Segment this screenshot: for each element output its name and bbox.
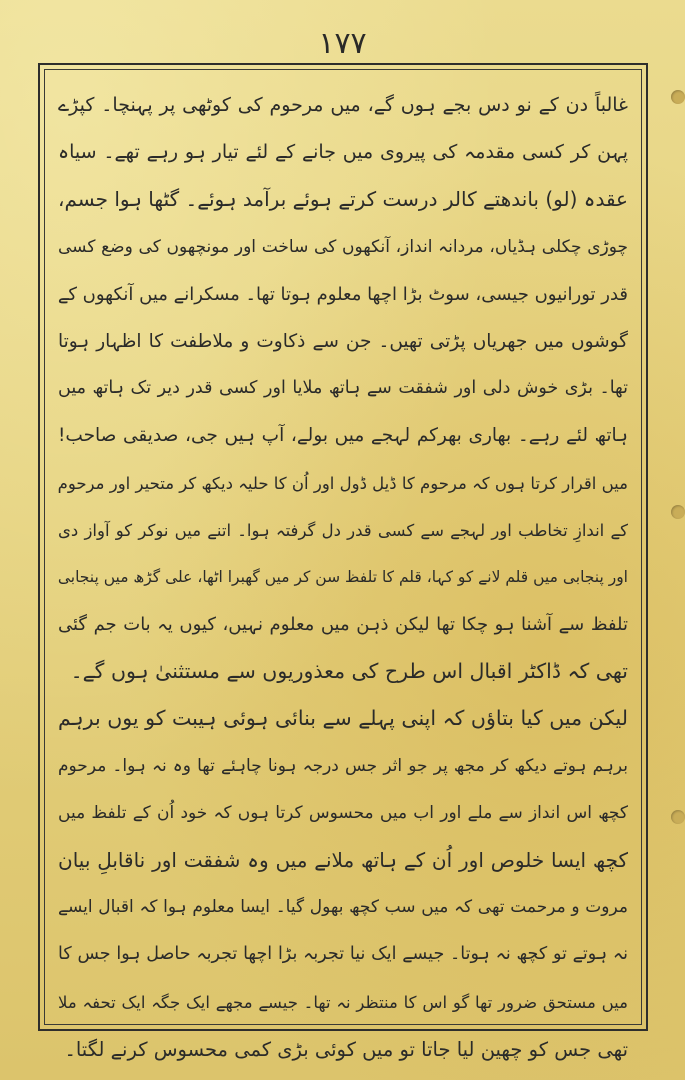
text-line: اور پنجابی میں قلم لانے کو کہا، قلم کا تلفظ سن کر میں گھبرا اٹھا، علی گڑھ میں پنجابی [58, 567, 628, 586]
text-line: چوڑی چکلی ہڈیاں، مردانہ انداز، آنکھوں کی ساخت اور مونچھوں کی وضع کسی [58, 236, 628, 257]
binding-hole-mark [671, 90, 685, 104]
text-line: میں مستحق ضرور تھا گو اس کا منتظر نہ تھا۔ جیسے مجھے ایک جگہ ایک تحفہ ملا [58, 992, 628, 1012]
binding-hole-mark [671, 810, 685, 824]
text-line: کے اندازِ تخاطب اور لہجے سے کسی قدر دل گرفتہ ہوا۔ اتنے میں نوکر کو آواز دی [58, 520, 628, 540]
text-line: تھا۔ بڑی خوش دلی اور شفقت سے ہاتھ ملایا اور کسی قدر دیر تک ہاتھ میں [58, 378, 628, 399]
binding-hole-mark [671, 505, 685, 519]
text-line: لیکن میں کیا بتاؤں کہ اپنی پہلے سے بنائی ہوئی ہیبت کو یوں برہم [58, 706, 628, 731]
text-line: تھی کہ ڈاکٹر اقبال اس طرح کی معذوریوں سے مستثنیٰ ہوں گے۔ [70, 659, 628, 684]
text-line: برہم ہوتے دیکھ کر مجھ پر جو اثر جس درجہ ہونا چاہئے تھا وہ نہ ہوا۔ مرحوم [58, 755, 628, 776]
text-line: تھی جس کو چھین لیا جاتا تو میں کوئی بڑی کمی محسوس کرنے لگتا۔ [64, 1037, 628, 1061]
text-line: مروت و مرحمت تھی کہ میں سب کچھ بھول گیا۔ ایسا معلوم ہوا کہ اقبال ایسے [58, 897, 628, 918]
body-text [58, 82, 628, 1073]
page-number: ۱۷۷ [318, 26, 367, 61]
text-line: کچھ اس انداز سے ملے اور اب میں محسوس کرتا ہوں کہ خود اُن کے تلفظ میں [58, 802, 628, 823]
text-line: تلفظ سے آشنا ہو چکا تھا لیکن ذہن میں معلوم نہیں، کیوں یہ بات جم گئی [58, 614, 628, 636]
text-line: پہن کر کسی مقدمہ کی پیروی میں جانے کے لئے تیار ہو رہے تھے۔ سیاہ [58, 141, 628, 164]
text-line: غالباً دن کے نو دس بجے ہوں گے، میں مرحوم کی کوٹھی پر پہنچا۔ کپڑے [58, 94, 628, 116]
text-line: قدر تورانیوں جیسی، سوٹ بڑا اچھا معلوم ہوتا تھا۔ مسکرانے میں آنکھوں کے [58, 283, 628, 305]
text-line: عقدہ (لو) باندھتے کالر درست کرتے ہوئے برآمد ہوئے۔ گٹھا ہوا جسم، [58, 187, 628, 212]
text-line: ہاتھ لئے رہے۔ بھاری بھرکم لہجے میں بولے، آپ ہیں جی، صدیقی صاحب! [58, 425, 628, 447]
text-line: گوشوں میں جھریاں پڑتی تھیں۔ جن سے ذکاوت و ملاطفت کا اظہار ہوتا [58, 330, 628, 352]
text-line: میں اقرار کرتا ہوں کہ مرحوم کا ڈیل ڈول اور اُن کا حلیہ دیکھ کر متحیر اور مرحوم [58, 473, 628, 493]
text-line: نہ ہوتے تو کچھ نہ ہوتا۔ جیسے ایک نیا تجربہ بڑا اچھا تجربہ حاصل ہوا جس کا [58, 944, 628, 965]
text-line: کچھ ایسا خلوص اور اُن کے ہاتھ ملانے میں وہ شفقت اور ناقابلِ بیان [58, 848, 628, 872]
